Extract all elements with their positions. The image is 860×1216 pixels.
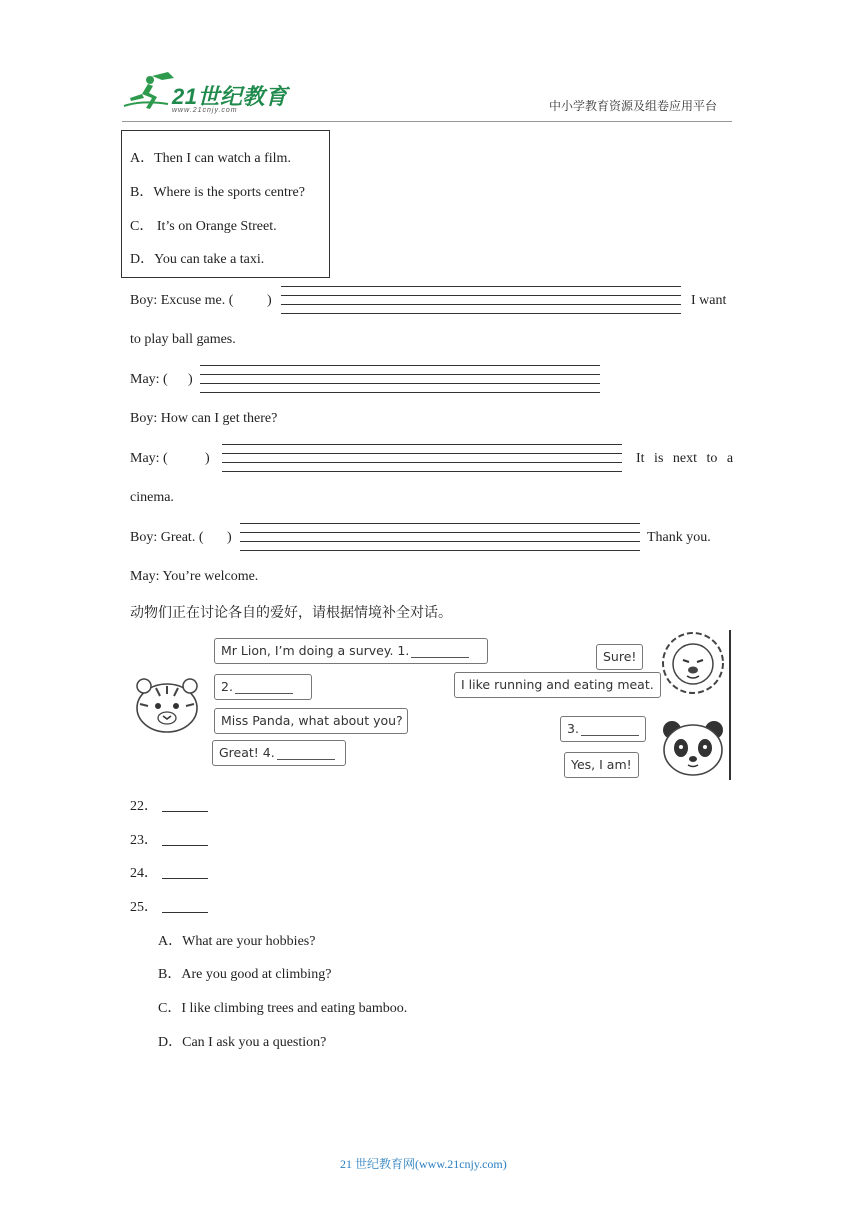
answer-lines[interactable] — [281, 286, 681, 322]
dialog-line1-continued: to play ball games. — [130, 332, 236, 347]
illustration-right-border — [729, 630, 731, 780]
speech-bubble-panda-1: 3. — [560, 716, 646, 742]
runner-logo-icon — [122, 70, 176, 112]
speech-bubble-lion-1: Sure! — [596, 644, 643, 670]
speech-bubble-panda-2: Yes, I am! — [564, 752, 639, 778]
option-a: A．Then I can watch a film. — [130, 151, 291, 166]
answer-24[interactable]: 24． — [130, 862, 208, 882]
dialog-line2-prefix: May: ( — [130, 372, 168, 387]
logo-subtext: www.21cnjy.com — [172, 107, 238, 114]
dialog-line5-suffix: Thank you. — [647, 530, 711, 545]
tiger-icon — [132, 674, 202, 736]
answer-25[interactable]: 25． — [130, 896, 208, 916]
option-d: D．You can take a taxi. — [130, 252, 265, 267]
dialog-line1-prefix: Boy: Excuse me. ( — [130, 293, 234, 308]
footer-link[interactable]: 21 世纪教育网(www.21cnjy.com) — [340, 1157, 507, 1171]
dialog-line1-suffix: I want — [691, 293, 727, 308]
answer-lines[interactable] — [240, 523, 640, 559]
choice-c: C．I like climbing trees and eating bamboo. — [158, 1001, 408, 1016]
paren-close: ) — [267, 293, 272, 308]
dialog-line4-continued: cinema. — [130, 490, 174, 505]
dialog-line4-prefix: May: ( — [130, 451, 168, 466]
speech-bubble-tiger-3: Miss Panda, what about you? — [214, 708, 408, 734]
answer-lines[interactable] — [222, 444, 622, 480]
site-logo — [122, 70, 292, 116]
speech-bubble-lion-2: I like running and eating meat. — [454, 672, 661, 698]
paren-close: ) — [205, 451, 210, 466]
dialog-line6: May: You’re welcome. — [130, 569, 259, 584]
choice-d: D．Can I ask you a question? — [158, 1035, 327, 1050]
dialog-line3: Boy: How can I get there? — [130, 411, 278, 426]
answer-lines[interactable] — [200, 365, 600, 401]
logo-text: 21世纪教育 — [172, 84, 288, 109]
answer-22[interactable]: 22． — [130, 795, 208, 815]
choice-a: A．What are your hobbies? — [158, 934, 316, 949]
speech-bubble-tiger-2: 2. — [214, 674, 312, 700]
dialog-line5-prefix: Boy: Great. ( — [130, 530, 204, 545]
option-c: C． It’s on Orange Street. — [130, 219, 277, 234]
header-divider — [122, 121, 732, 122]
dialog-line4-suffix: It is next to a — [636, 451, 734, 466]
speech-bubble-tiger-4: Great! 4. — [212, 740, 346, 766]
dialogue-illustration — [130, 630, 732, 780]
paren-close: ) — [227, 530, 232, 545]
lion-icon — [658, 630, 728, 696]
choice-b: B．Are you good at climbing? — [158, 967, 332, 982]
answer-23[interactable]: 23． — [130, 829, 208, 849]
section-instruction: 动物们正在讨论各自的爱好，请根据情境补全对话。 — [130, 605, 452, 621]
option-b: B．Where is the sports centre? — [130, 185, 305, 200]
platform-title: 中小学教育资源及组卷应用平台 — [549, 99, 718, 113]
options-box — [121, 130, 330, 278]
paren-close: ) — [188, 372, 193, 387]
panda-icon — [658, 718, 728, 778]
speech-bubble-tiger-1: Mr Lion, I’m doing a survey. 1. — [214, 638, 488, 664]
